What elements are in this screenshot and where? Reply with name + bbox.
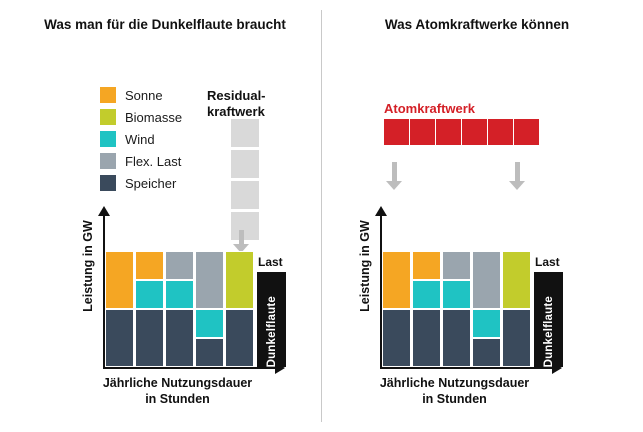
panel-title-right: Was Atomkraftwerke können bbox=[384, 17, 570, 32]
arrow-down-icon bbox=[509, 162, 525, 190]
segment-biomasse bbox=[502, 251, 531, 309]
legend-label-biomasse: Biomasse bbox=[125, 109, 183, 125]
bar-column bbox=[442, 251, 471, 367]
demand-label-right: Last bbox=[535, 255, 560, 269]
segment-speicher bbox=[165, 309, 194, 367]
x-axis-label-line2: in Stunden bbox=[422, 392, 487, 406]
nuclear-plant-cell bbox=[436, 119, 462, 145]
demand-bar-right bbox=[534, 272, 563, 367]
segment-sonne bbox=[382, 251, 411, 309]
y-axis-arrowhead bbox=[375, 206, 387, 216]
segment-wind bbox=[472, 309, 501, 338]
nuclear-plant-cell bbox=[384, 119, 410, 145]
bar-column bbox=[135, 251, 164, 367]
bar-column bbox=[225, 251, 254, 367]
segment-sonne bbox=[412, 251, 441, 280]
legend-swatch-speicher bbox=[100, 175, 116, 191]
demand-bar-left bbox=[257, 272, 286, 367]
residual-plant-label bbox=[207, 88, 297, 120]
segment-wind bbox=[412, 280, 441, 309]
segment-speicher bbox=[472, 338, 501, 367]
bar-column bbox=[382, 251, 411, 367]
legend-swatch-wind bbox=[100, 131, 116, 147]
bar-column bbox=[412, 251, 441, 367]
segment-sonne bbox=[105, 251, 134, 309]
bar-column bbox=[165, 251, 194, 367]
residual-plant-label-line2: kraftwerk bbox=[207, 104, 265, 119]
x-axis-label bbox=[70, 375, 285, 407]
nuclear-plant-bar bbox=[384, 119, 539, 145]
stacked-bars bbox=[382, 251, 532, 367]
x-axis bbox=[380, 367, 554, 369]
legend bbox=[100, 84, 182, 194]
arrow-down-icon bbox=[386, 162, 402, 190]
legend-swatch-flex-last bbox=[100, 153, 116, 169]
segment-wind bbox=[165, 280, 194, 309]
x-axis-label-line2: in Stunden bbox=[145, 392, 210, 406]
bar-column bbox=[105, 251, 134, 367]
legend-label-wind: Wind bbox=[125, 131, 155, 147]
panel-divider bbox=[321, 10, 322, 422]
segment-flex-last bbox=[442, 251, 471, 280]
y-axis-arrowhead bbox=[98, 206, 110, 216]
segment-flex-last bbox=[472, 251, 501, 309]
stacked-bars bbox=[105, 251, 255, 367]
x-axis-label bbox=[347, 375, 562, 407]
legend-swatch-biomasse bbox=[100, 109, 116, 125]
residual-plant-cell bbox=[231, 119, 259, 147]
segment-wind bbox=[442, 280, 471, 309]
y-axis-label: Leistung in GW bbox=[81, 220, 95, 312]
nuclear-plant-label: Atomkraftwerk bbox=[384, 101, 476, 116]
legend-label-flex-last: Flex. Last bbox=[125, 153, 182, 169]
segment-speicher bbox=[442, 309, 471, 367]
segment-speicher bbox=[195, 338, 224, 367]
nuclear-plant-cell bbox=[514, 119, 539, 145]
bar-column bbox=[195, 251, 224, 367]
segment-speicher bbox=[225, 309, 254, 367]
legend-label-sonne: Sonne bbox=[125, 87, 163, 103]
x-axis bbox=[103, 367, 277, 369]
nuclear-plant-cell bbox=[488, 119, 514, 145]
nuclear-plant-cell bbox=[462, 119, 488, 145]
legend-item-flex-last bbox=[100, 150, 182, 172]
legend-swatch-sonne bbox=[100, 87, 116, 103]
segment-flex-last bbox=[195, 251, 224, 309]
legend-item-speicher bbox=[100, 172, 182, 194]
panel-title-left: Was man für die Dunkelflaute braucht bbox=[44, 17, 286, 32]
residual-plant-cell bbox=[231, 150, 259, 178]
segment-flex-last bbox=[165, 251, 194, 280]
demand-label-left: Last bbox=[258, 255, 283, 269]
legend-label-speicher: Speicher bbox=[125, 175, 177, 191]
y-axis-label: Leistung in GW bbox=[358, 220, 372, 312]
legend-item-wind bbox=[100, 128, 182, 150]
residual-plant-label-line1: Residual- bbox=[207, 88, 266, 103]
chart-left bbox=[75, 215, 295, 406]
legend-item-sonne bbox=[100, 84, 182, 106]
nuclear-plant-cell bbox=[410, 119, 436, 145]
segment-biomasse bbox=[225, 251, 254, 309]
segment-sonne bbox=[135, 251, 164, 280]
x-axis-label-line1: Jährliche Nutzungsdauer bbox=[379, 376, 530, 390]
segment-speicher bbox=[105, 309, 134, 367]
residual-plant-cell bbox=[231, 181, 259, 209]
chart-right bbox=[352, 215, 572, 406]
legend-item-biomasse bbox=[100, 106, 182, 128]
segment-speicher bbox=[135, 309, 164, 367]
segment-wind bbox=[195, 309, 224, 338]
segment-speicher bbox=[502, 309, 531, 367]
x-axis-label-line1: Jährliche Nutzungsdauer bbox=[102, 376, 253, 390]
bar-column bbox=[502, 251, 531, 367]
bar-column bbox=[472, 251, 501, 367]
segment-speicher bbox=[382, 309, 411, 367]
segment-speicher bbox=[412, 309, 441, 367]
demand-bar-text-left: Dunkelflaute bbox=[265, 295, 278, 367]
demand-bar-text-right: Dunkelflaute bbox=[542, 295, 555, 367]
segment-wind bbox=[135, 280, 164, 309]
